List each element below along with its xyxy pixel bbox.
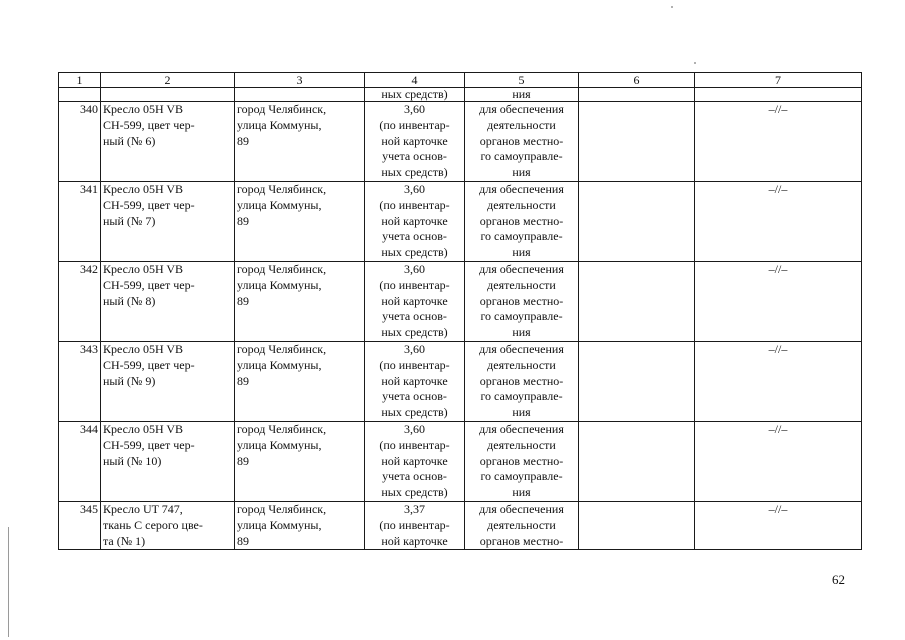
- item-purpose-line: ния: [512, 485, 531, 500]
- item-value-line: 3,60: [404, 181, 425, 196]
- item-value-line: ных средств): [381, 245, 448, 260]
- item-value-line: 3,60: [404, 421, 425, 436]
- header-row: [59, 73, 862, 88]
- item-col-6: [579, 421, 695, 501]
- item-purpose-line: органов местно-: [479, 533, 564, 548]
- item-name: [101, 102, 235, 182]
- item-purpose-line: го самоуправле-: [480, 469, 563, 484]
- row-number: 340: [59, 102, 101, 182]
- item-purpose-line: ния: [512, 405, 531, 420]
- header-col-1: 1: [59, 73, 101, 88]
- item-address: [235, 181, 365, 261]
- item-name-line: ный (№ 8): [103, 293, 156, 308]
- item-value-line: 3,60: [404, 341, 425, 356]
- table-row: [59, 421, 862, 501]
- item-purpose-line: го самоуправле-: [480, 389, 563, 404]
- item-address: [235, 102, 365, 182]
- item-value-line: (по инвентар-: [379, 277, 450, 292]
- item-col-7: –//–: [695, 501, 862, 549]
- continuation-col-7: [695, 88, 862, 102]
- item-name-line: ный (№ 9): [103, 373, 156, 388]
- item-address-line: 89: [237, 533, 249, 548]
- item-value-line: учета основ-: [382, 229, 447, 244]
- item-name-line: Кресло 05H VB: [103, 102, 184, 116]
- item-name-line: CH-599, цвет чер-: [103, 197, 195, 212]
- item-value-line: ных средств): [381, 405, 448, 420]
- table-row: [59, 181, 862, 261]
- item-name-line: Кресло 05H VB: [103, 341, 184, 356]
- continuation-col-1: [59, 88, 101, 102]
- item-address-line: 89: [237, 293, 249, 308]
- item-purpose-line: для обеспечения: [479, 261, 564, 276]
- item-name-line: Кресло 05H VB: [103, 421, 184, 436]
- item-value-line: (по инвентар-: [379, 357, 450, 372]
- item-value: [365, 102, 465, 182]
- item-purpose-line: деятельности: [487, 197, 556, 212]
- item-purpose-line: для обеспечения: [479, 102, 564, 116]
- item-address-line: улица Коммуны,: [237, 117, 322, 132]
- continuation-purpose: ния: [465, 88, 579, 102]
- item-value: [365, 341, 465, 421]
- item-purpose-line: деятельности: [487, 517, 556, 532]
- item-value: [365, 181, 465, 261]
- item-name: [101, 421, 235, 501]
- header-col-4: 4: [365, 73, 465, 88]
- row-number: 342: [59, 261, 101, 341]
- item-purpose-line: ния: [512, 325, 531, 340]
- item-purpose-line: для обеспечения: [479, 181, 564, 196]
- item-value-line: (по инвентар-: [379, 117, 450, 132]
- item-col-6: [579, 501, 695, 549]
- item-purpose: [465, 341, 579, 421]
- item-purpose-line: для обеспечения: [479, 421, 564, 436]
- item-value-line: (по инвентар-: [379, 517, 450, 532]
- item-value: [365, 261, 465, 341]
- item-purpose: [465, 102, 579, 182]
- item-name-line: ный (№ 6): [103, 133, 156, 148]
- header-col-5: 5: [465, 73, 579, 88]
- item-value: [365, 501, 465, 549]
- property-table: [58, 72, 862, 550]
- item-purpose-line: органов местно-: [479, 133, 564, 148]
- item-purpose-line: деятельности: [487, 357, 556, 372]
- item-address-line: город Челябинск,: [237, 181, 327, 196]
- item-value-line: ных средств): [381, 485, 448, 500]
- item-address-line: улица Коммуны,: [237, 277, 322, 292]
- scan-speck: [671, 6, 673, 8]
- item-purpose-line: деятельности: [487, 277, 556, 292]
- scan-edge-line: [8, 527, 9, 637]
- item-value-line: ной карточке: [381, 533, 448, 548]
- page-number: 62: [832, 572, 845, 587]
- item-col-6: [579, 341, 695, 421]
- item-purpose-line: органов местно-: [479, 373, 564, 388]
- item-col-7: –//–: [695, 102, 862, 182]
- continuation-value: ных средств): [365, 88, 465, 102]
- item-address-line: город Челябинск,: [237, 341, 327, 356]
- item-value-line: ной карточке: [381, 133, 448, 148]
- item-col-6: [579, 181, 695, 261]
- item-col-7: –//–: [695, 261, 862, 341]
- item-name: [101, 501, 235, 549]
- item-name-line: Кресло 05H VB: [103, 181, 184, 196]
- item-purpose-line: органов местно-: [479, 453, 564, 468]
- header-col-6: 6: [579, 73, 695, 88]
- item-address-line: 89: [237, 213, 249, 228]
- header-col-7: 7: [695, 73, 862, 88]
- item-value-line: 3,60: [404, 102, 425, 116]
- header-col-2: 2: [101, 73, 235, 88]
- item-purpose-line: органов местно-: [479, 213, 564, 228]
- item-value-line: 3,60: [404, 261, 425, 276]
- item-address-line: 89: [237, 373, 249, 388]
- item-purpose-line: для обеспечения: [479, 501, 564, 516]
- item-name: [101, 261, 235, 341]
- item-purpose: [465, 501, 579, 549]
- item-col-6: [579, 102, 695, 182]
- item-address-line: улица Коммуны,: [237, 357, 322, 372]
- item-value-line: ной карточке: [381, 453, 448, 468]
- item-value-line: учета основ-: [382, 469, 447, 484]
- item-address-line: улица Коммуны,: [237, 197, 322, 212]
- header-col-3: 3: [235, 73, 365, 88]
- item-address: [235, 341, 365, 421]
- item-address-line: 89: [237, 453, 249, 468]
- item-name: [101, 181, 235, 261]
- item-purpose: [465, 261, 579, 341]
- item-purpose-line: го самоуправле-: [480, 229, 563, 244]
- continuation-col-6: [579, 88, 695, 102]
- item-name-line: та (№ 1): [103, 533, 146, 548]
- scan-speck: [694, 62, 696, 64]
- item-col-7: –//–: [695, 421, 862, 501]
- item-address-line: город Челябинск,: [237, 102, 327, 116]
- item-name-line: CH-599, цвет чер-: [103, 117, 195, 132]
- table-row: [59, 261, 862, 341]
- table-row: [59, 341, 862, 421]
- item-col-7: –//–: [695, 341, 862, 421]
- table-row: [59, 102, 862, 182]
- item-purpose-line: го самоуправле-: [480, 149, 563, 164]
- item-name-line: Кресло UT 747,: [103, 501, 183, 516]
- continuation-col-3: [235, 88, 365, 102]
- table-row: [59, 501, 862, 549]
- item-purpose-line: деятельности: [487, 117, 556, 132]
- item-address-line: город Челябинск,: [237, 421, 327, 436]
- item-col-7: –//–: [695, 181, 862, 261]
- item-name-line: Кресло 05H VB: [103, 261, 184, 276]
- item-name-line: ткань С серого цве-: [103, 517, 203, 532]
- row-number: 343: [59, 341, 101, 421]
- item-value: [365, 421, 465, 501]
- item-name-line: ный (№ 10): [103, 453, 162, 468]
- item-col-6: [579, 261, 695, 341]
- item-value-line: учета основ-: [382, 389, 447, 404]
- item-address: [235, 261, 365, 341]
- item-purpose-line: для обеспечения: [479, 341, 564, 356]
- item-value-line: учета основ-: [382, 309, 447, 324]
- item-address-line: город Челябинск,: [237, 501, 327, 516]
- item-address-line: 89: [237, 133, 249, 148]
- item-purpose-line: органов местно-: [479, 293, 564, 308]
- item-value-line: 3,37: [404, 501, 425, 516]
- item-value-line: ных средств): [381, 165, 448, 180]
- item-purpose-line: ния: [512, 165, 531, 180]
- item-value-line: ной карточке: [381, 293, 448, 308]
- item-purpose-line: го самоуправле-: [480, 309, 563, 324]
- row-number: 345: [59, 501, 101, 549]
- item-address: [235, 501, 365, 549]
- item-name-line: CH-599, цвет чер-: [103, 357, 195, 372]
- item-purpose-line: деятельности: [487, 437, 556, 452]
- row-number: 341: [59, 181, 101, 261]
- item-purpose: [465, 421, 579, 501]
- item-name-line: ный (№ 7): [103, 213, 156, 228]
- item-address-line: улица Коммуны,: [237, 437, 322, 452]
- continuation-col-2: [101, 88, 235, 102]
- row-number: 344: [59, 421, 101, 501]
- item-purpose: [465, 181, 579, 261]
- continuation-row: [59, 88, 862, 102]
- item-name: [101, 341, 235, 421]
- item-address-line: улица Коммуны,: [237, 517, 322, 532]
- item-address-line: город Челябинск,: [237, 261, 327, 276]
- item-value-line: (по инвентар-: [379, 197, 450, 212]
- item-purpose-line: ния: [512, 245, 531, 260]
- item-value-line: (по инвентар-: [379, 437, 450, 452]
- item-name-line: CH-599, цвет чер-: [103, 437, 195, 452]
- item-value-line: ных средств): [381, 325, 448, 340]
- item-value-line: ной карточке: [381, 213, 448, 228]
- item-name-line: CH-599, цвет чер-: [103, 277, 195, 292]
- item-address: [235, 421, 365, 501]
- item-value-line: ной карточке: [381, 373, 448, 388]
- item-value-line: учета основ-: [382, 149, 447, 164]
